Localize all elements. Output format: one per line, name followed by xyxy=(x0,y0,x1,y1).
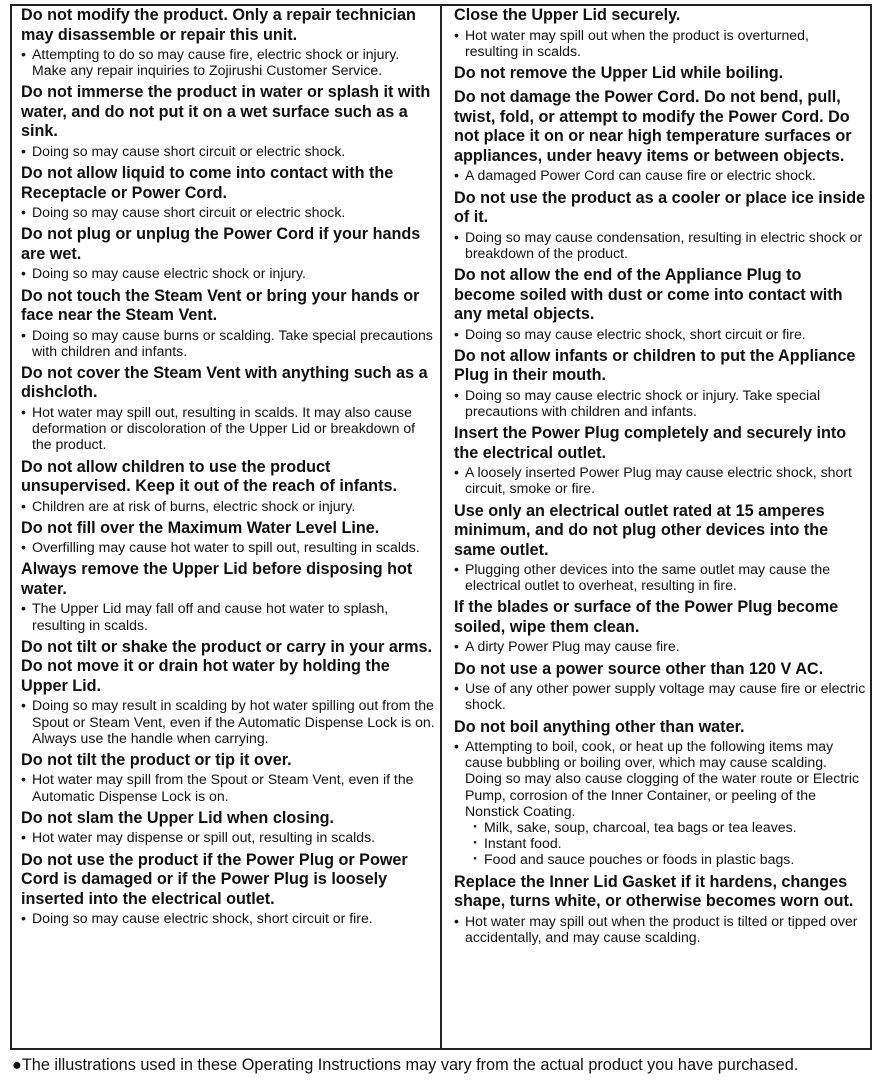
warning-detail: • Doing so may cause electric shock, short circuit or fire. xyxy=(21,910,435,926)
warning-heading: Do not allow liquid to come into contact with the Receptacle or Power Cord. xyxy=(21,164,394,202)
warning-item xyxy=(21,287,435,359)
warning-item xyxy=(21,560,435,632)
warning-detail: • A loosely inserted Power Plug may cause electric shock, short circuit, smoke or fire. xyxy=(454,464,866,496)
warning-detail: • Doing so may cause condensation, resulting in electric shock or breakdown of the product. xyxy=(454,229,866,261)
warning-heading: Always remove the Upper Lid before disposing hot water. xyxy=(21,560,413,598)
warning-detail: • Doing so may cause electric shock or injury. Take special precautions with children and infants. xyxy=(454,387,866,419)
warning-item xyxy=(21,83,435,159)
warning-item xyxy=(454,6,866,59)
warning-item xyxy=(21,751,435,804)
left-column xyxy=(21,6,435,931)
warning-item xyxy=(21,519,435,556)
warning-detail: • Hot water may spill from the Spout or Steam Vent, even if the Automatic Dispense Lock is on. xyxy=(21,771,435,803)
warning-heading: Use only an electrical outlet rated at 15 amperes minimum, and do not plug other devices into the same outlet. xyxy=(454,501,829,559)
warning-heading: Do not allow children to use the product unsupervised. Keep it out of the reach of infants. xyxy=(21,457,397,496)
warning-detail: • Doing so may cause burns or scalding. Take special precautions with children and infants. xyxy=(21,327,435,359)
warning-detail: • Children are at risk of burns, electric shock or injury. xyxy=(21,498,435,514)
warning-detail: • Doing so may cause electric shock or injury. xyxy=(21,265,435,281)
warning-detail: • Doing so may result in scalding by hot water spilling out from the Spout or Steam Vent, even if the Automatic Dispense Lock is on. Always use the handle when carrying. xyxy=(21,697,435,746)
warning-item xyxy=(454,266,866,342)
warning-heading: Do not boil anything other than water. xyxy=(454,717,745,736)
sub-list-item: ・ Milk, sake, soup, charcoal, tea bags or tea leaves. xyxy=(454,819,866,835)
warning-heading: Replace the Inner Lid Gasket if it hardens, changes shape, turns white, or otherwise becomes worn out. xyxy=(454,872,854,911)
warning-heading: Do not allow infants or children to put the Appliance Plug in their mouth. xyxy=(454,346,856,385)
right-column xyxy=(454,6,866,950)
warning-heading: Close the Upper Lid securely. xyxy=(454,6,681,24)
warning-heading: If the blades or surface of the Power Plug become soiled, wipe them clean. xyxy=(454,598,839,636)
warning-heading: Insert the Power Plug completely and securely into the electrical outlet. xyxy=(454,424,847,462)
warning-heading: Do not modify the product. Only a repair technician may disassemble or repair this unit. xyxy=(21,6,416,44)
warning-detail: • A damaged Power Cord can cause fire or electric shock. xyxy=(454,167,866,183)
warning-heading: Do not slam the Upper Lid when closing. xyxy=(21,808,334,827)
warning-item xyxy=(454,502,866,594)
warning-item xyxy=(454,424,866,496)
warning-item xyxy=(454,873,866,945)
warning-detail: • Plugging other devices into the same outlet may cause the electrical outlet to overheat, resulting in fire. xyxy=(454,561,866,593)
warning-item xyxy=(454,598,866,654)
warning-detail: • Overfilling may cause hot water to spill out, resulting in scalds. xyxy=(21,539,435,555)
warning-heading: Do not cover the Steam Vent with anything such as a dishcloth. xyxy=(21,363,428,402)
warning-heading: Do not remove the Upper Lid while boiling. xyxy=(454,63,784,82)
warning-item xyxy=(21,6,435,78)
warning-item xyxy=(21,164,435,220)
warning-detail: • Doing so may cause short circuit or electric shock. xyxy=(21,143,435,159)
warning-detail: • Hot water may spill out, resulting in scalds. It may also cause deformation or discoloration of the Upper Lid or breakdown of the product. xyxy=(21,404,435,453)
warning-heading: Do not use the product if the Power Plug or Power Cord is damaged or if the Power Plug is loosely inserted into the electrical outlet. xyxy=(21,850,408,908)
warning-item xyxy=(21,364,435,453)
warning-heading: Do not fill over the Maximum Water Level Line. xyxy=(21,518,380,537)
warning-detail: • Attempting to do so may cause fire, electric shock or injury. Make any repair inquiries to Zojirushi Customer Service. xyxy=(21,46,435,78)
warning-heading: Do not allow the end of the Appliance Plug to become soiled with dust or come into contact with any metal objects. xyxy=(454,266,843,324)
warning-detail: • The Upper Lid may fall off and cause hot water to splash, resulting in scalds. xyxy=(21,600,435,632)
warning-item xyxy=(21,458,435,514)
warning-item xyxy=(21,638,435,746)
warning-item xyxy=(454,88,866,183)
warning-detail: • Hot water may spill out when the product is tilted or tipped over accidentally, and may cause scalding. xyxy=(454,913,866,945)
warning-item xyxy=(454,660,866,713)
warning-item xyxy=(21,851,435,927)
warning-detail: • A dirty Power Plug may cause fire. xyxy=(454,638,866,654)
warning-detail: • Attempting to boil, cook, or heat up the following items may cause bubbling or boiling over, which may cause scalding. Doing so may also cause clogging of the water route or Electric Pump, corrosion of the Inner Container, or peeling of the Nonstick Coating. xyxy=(454,738,866,819)
warning-heading: Do not touch the Steam Vent or bring your hands or face near the Steam Vent. xyxy=(21,286,420,325)
warning-item xyxy=(454,347,866,419)
column-divider xyxy=(440,4,442,1050)
warning-detail: • Doing so may cause electric shock, short circuit or fire. xyxy=(454,326,866,342)
warning-detail: • Hot water may dispense or spill out, resulting in scalds. xyxy=(21,829,435,845)
warning-heading: Do not immerse the product in water or splash it with water, and do not put it on a wet surface such as a sink. xyxy=(21,83,431,141)
warning-detail: • Use of any other power supply voltage may cause fire or electric shock. xyxy=(454,680,866,712)
warning-heading: Do not use the product as a cooler or place ice inside of it. xyxy=(454,188,866,227)
warning-item xyxy=(454,718,866,868)
sub-list-item: ・ Instant food. xyxy=(454,835,866,851)
warning-heading: Do not plug or unplug the Power Cord if your hands are wet. xyxy=(21,225,421,263)
warning-item xyxy=(454,64,866,84)
warning-item xyxy=(21,225,435,281)
warning-heading: Do not damage the Power Cord. Do not bend, pull, twist, fold, or attempt to modify the Power Cord. Do not place it on or near high temperature surfaces or appliances, under heavy items or between objects. xyxy=(454,88,852,165)
warning-heading: Do not use a power source other than 120 V AC. xyxy=(454,659,824,678)
footer-note: ●The illustrations used in these Operating Instructions may vary from the actual product you have purchased. xyxy=(12,1056,799,1074)
sub-list-item: ・ Food and sauce pouches or foods in plastic bags. xyxy=(454,851,866,867)
warning-detail: • Doing so may cause short circuit or electric shock. xyxy=(21,204,435,220)
warning-heading: Do not tilt the product or tip it over. xyxy=(21,750,292,769)
warning-detail: • Hot water may spill out when the product is overturned, resulting in scalds. xyxy=(454,27,866,59)
warning-item xyxy=(21,809,435,846)
warning-item xyxy=(454,189,866,261)
warning-heading: Do not tilt or shake the product or carry in your arms. Do not move it or drain hot water by holding the Upper Lid. xyxy=(21,637,433,695)
